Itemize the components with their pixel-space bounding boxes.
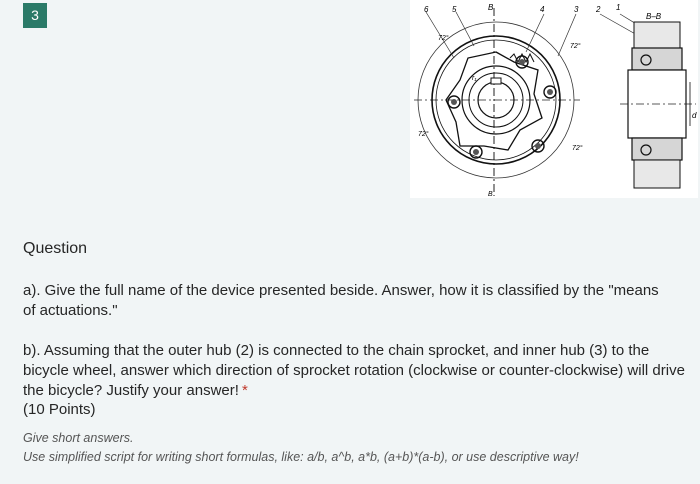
label-part-3: 3 [574, 5, 579, 14]
label-part-2: 2 [596, 5, 601, 14]
label-part-6: 6 [424, 5, 429, 14]
question-points: (10 Points) [23, 401, 96, 418]
label-angle-3: 72° [418, 131, 429, 138]
question-part-b [23, 341, 688, 401]
label-angle-1: 72° [438, 35, 449, 42]
hint-line-1: Give short answers. [23, 431, 134, 445]
label-angle-2: 72° [570, 43, 581, 50]
label-part-1: 1 [616, 3, 621, 12]
label-diameter: d [692, 111, 697, 120]
question-label: Question [23, 240, 88, 257]
label-angle-4: 72° [572, 145, 583, 152]
question-number-badge: 3 [23, 3, 47, 28]
label-section-bottom: B [488, 191, 493, 198]
label-section-title: B–B [646, 12, 662, 21]
label-part-4: 4 [540, 5, 545, 14]
label-inner: r₁ [472, 75, 477, 82]
question-part-b-text: b). Assuming that the outer hub (2) is connected to the chain sprocket, and inner hub (3) to the bicycle wheel, answer which direction of sprocket rotation (clockwise or counter-clockwise) will drive the bicycle? Justify your answer! [23, 342, 685, 399]
question-part-a: a). Give the full name of the device presented beside. Answer, how it is classified by the "means of actuations." [23, 282, 659, 319]
label-part-5: 5 [452, 5, 457, 14]
drawing-svg [410, 0, 698, 198]
freewheel-clutch-drawing [410, 0, 698, 198]
required-asterisk: * [241, 382, 248, 399]
hint-line-2: Use simplified script for writing short formulas, like: a/b, a^b, a*b, (a+b)*(a-b), or use descriptive way! [23, 450, 579, 464]
label-section-top: B [488, 3, 494, 12]
